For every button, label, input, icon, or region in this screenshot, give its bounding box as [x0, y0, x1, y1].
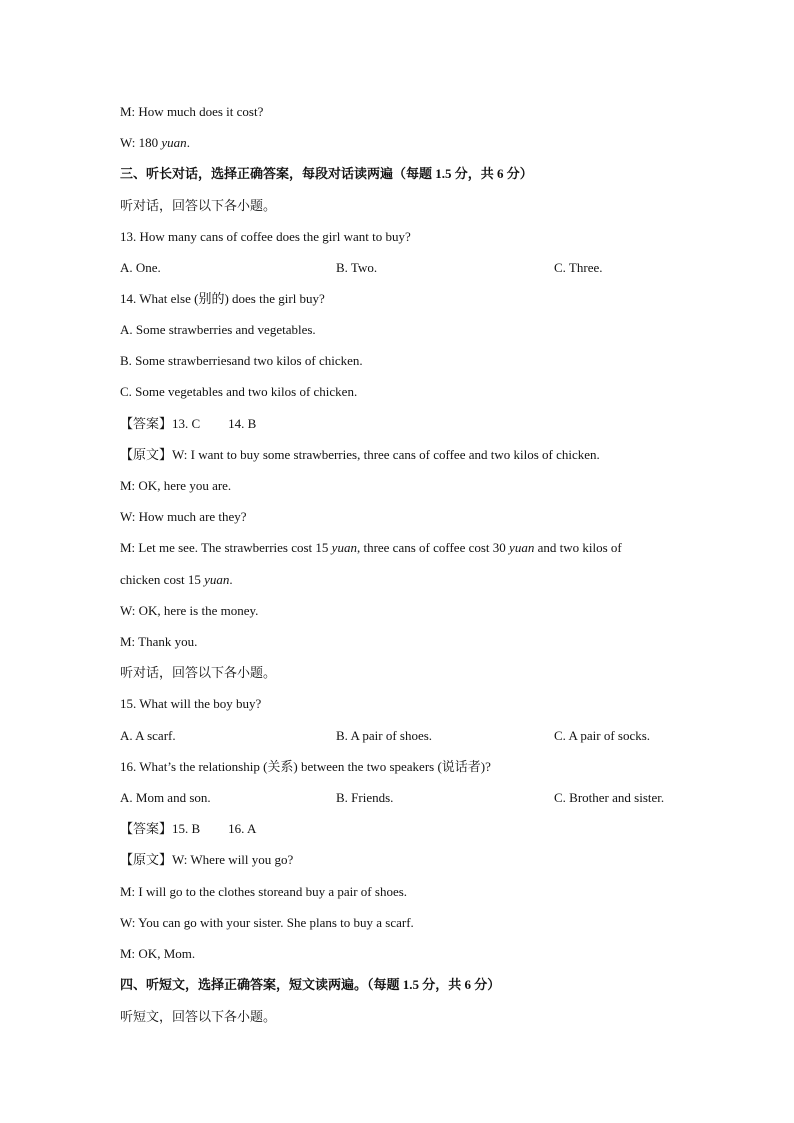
- transcript-line: 【原文】W: Where will you go?: [120, 852, 294, 867]
- option-a: A. Mom and son.: [120, 790, 211, 805]
- option-c: C. Some vegetables and two kilos of chicken.: [120, 384, 358, 399]
- dialogue-line: M: OK, here you are.: [120, 478, 232, 493]
- option-b: B. A pair of shoes.: [336, 728, 433, 743]
- answer-line: [120, 414, 684, 434]
- text-segment: .: [229, 572, 233, 587]
- options-16: [120, 788, 684, 808]
- option-a: A. A scarf.: [120, 728, 176, 743]
- option-b: B. Some strawberriesand two kilos of chicken.: [120, 353, 363, 368]
- section-heading: 三、听长对话，选择正确答案，每段对话读两遍（每题 1.5 分，共 6 分）: [120, 166, 533, 181]
- text-segment: W: 180: [120, 135, 162, 150]
- text-segment: .: [186, 135, 190, 150]
- option-a: A. Some strawberries and vegetables.: [120, 322, 316, 337]
- italic-word: yuan: [331, 540, 357, 555]
- option-a: A. One.: [120, 260, 161, 275]
- option-b: B. Two.: [336, 260, 378, 275]
- text-segment: chicken cost 15: [120, 572, 205, 587]
- dialogue-line: [120, 133, 684, 153]
- question-14: 14. What else (别的) does the girl buy?: [120, 291, 325, 306]
- transcript-line: 【原文】W: I want to buy some strawberries, three cans of coffee and two kilos of chicken.: [120, 447, 600, 462]
- options-15: [120, 726, 684, 746]
- options-13: [120, 258, 684, 278]
- dialogue-line: [120, 570, 684, 590]
- dialogue-line: M: How much does it cost?: [120, 104, 264, 119]
- instruction: 听短文，回答以下各小题。: [120, 1009, 277, 1024]
- answer-15: 【答案】15. B: [120, 821, 201, 836]
- section-heading: 四、听短文，选择正确答案，短文读两遍。（每题 1.5 分，共 6 分）: [120, 977, 501, 992]
- dialogue-line: W: You can go with your sister. She plans to buy a scarf.: [120, 915, 414, 930]
- answer-16: 16. A: [228, 821, 257, 836]
- question-16: 16. What’s the relationship (关系) between the two speakers (说话者)?: [120, 759, 491, 774]
- dialogue-line: [120, 538, 684, 558]
- answer-14: 14. B: [228, 416, 257, 431]
- answer-13: 【答案】13. C: [120, 416, 201, 431]
- text-segment: M: Let me see. The strawberries cost 15: [120, 540, 332, 555]
- text-segment: , three cans of coffee cost 30: [356, 540, 510, 555]
- dialogue-line: W: OK, here is the money.: [120, 603, 259, 618]
- dialogue-line: W: How much are they?: [120, 509, 247, 524]
- option-b: B. Friends.: [336, 790, 394, 805]
- italic-word: yuan: [204, 572, 230, 587]
- italic-word: yuan: [161, 135, 187, 150]
- option-c: C. Three.: [554, 260, 603, 275]
- italic-word: yuan: [509, 540, 535, 555]
- question-13: 13. How many cans of coffee does the girl want to buy?: [120, 229, 411, 244]
- instruction: 听对话，回答以下各小题。: [120, 198, 277, 213]
- option-c: C. A pair of socks.: [554, 728, 651, 743]
- dialogue-line: M: I will go to the clothes storeand buy a pair of shoes.: [120, 884, 408, 899]
- option-c: C. Brother and sister.: [554, 790, 665, 805]
- dialogue-line: M: Thank you.: [120, 634, 198, 649]
- instruction: 听对话，回答以下各小题。: [120, 665, 277, 680]
- question-15: 15. What will the boy buy?: [120, 696, 262, 711]
- answer-line: [120, 819, 684, 839]
- text-segment: and two kilos of: [534, 540, 622, 555]
- dialogue-line: M: OK, Mom.: [120, 946, 196, 961]
